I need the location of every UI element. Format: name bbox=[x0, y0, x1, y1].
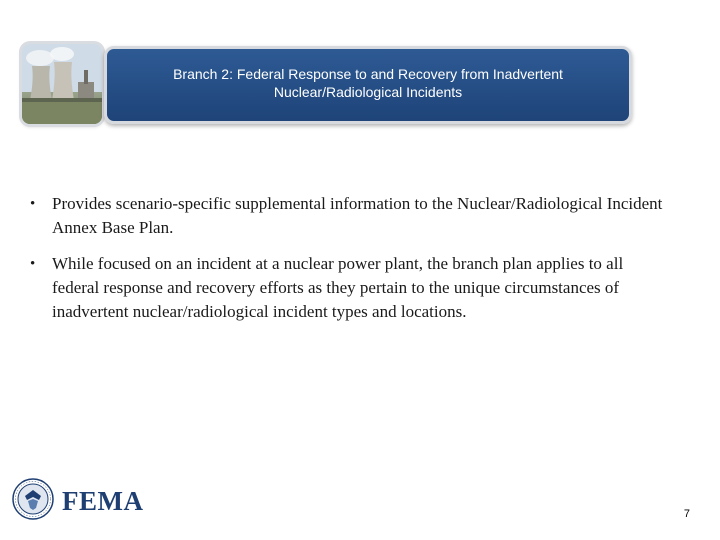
page-number: 7 bbox=[683, 508, 690, 520]
bullet-list bbox=[30, 192, 670, 336]
fema-wordmark: FEMA bbox=[62, 486, 144, 516]
slide-title-line-1: Branch 2: Federal Response to and Recovery from Inadvertent bbox=[173, 66, 563, 82]
bullet-glyph: • bbox=[30, 256, 36, 272]
slide-title-line-2: Nuclear/Radiological Incidents bbox=[273, 84, 463, 100]
bullet-item bbox=[30, 192, 670, 240]
bullet-text: While focused on an incident at a nuclear power plant, the branch plan applies to all federal response and recovery efforts as they pertain to the unique circumstances of inadvertent nuclear/radiological incident types and locations. bbox=[52, 254, 624, 321]
slide-title-banner bbox=[104, 46, 632, 124]
bullet-glyph: • bbox=[30, 196, 36, 212]
slide-title bbox=[133, 65, 603, 101]
fema-logo bbox=[12, 478, 143, 525]
dhs-seal-icon bbox=[12, 478, 54, 525]
bullet-text: Provides scenario-specific supplemental information to the Nuclear/Radiological Incident Annex Base Plan. bbox=[52, 194, 663, 237]
nuclear-plant-photo bbox=[22, 44, 102, 124]
bullet-item bbox=[30, 252, 670, 324]
